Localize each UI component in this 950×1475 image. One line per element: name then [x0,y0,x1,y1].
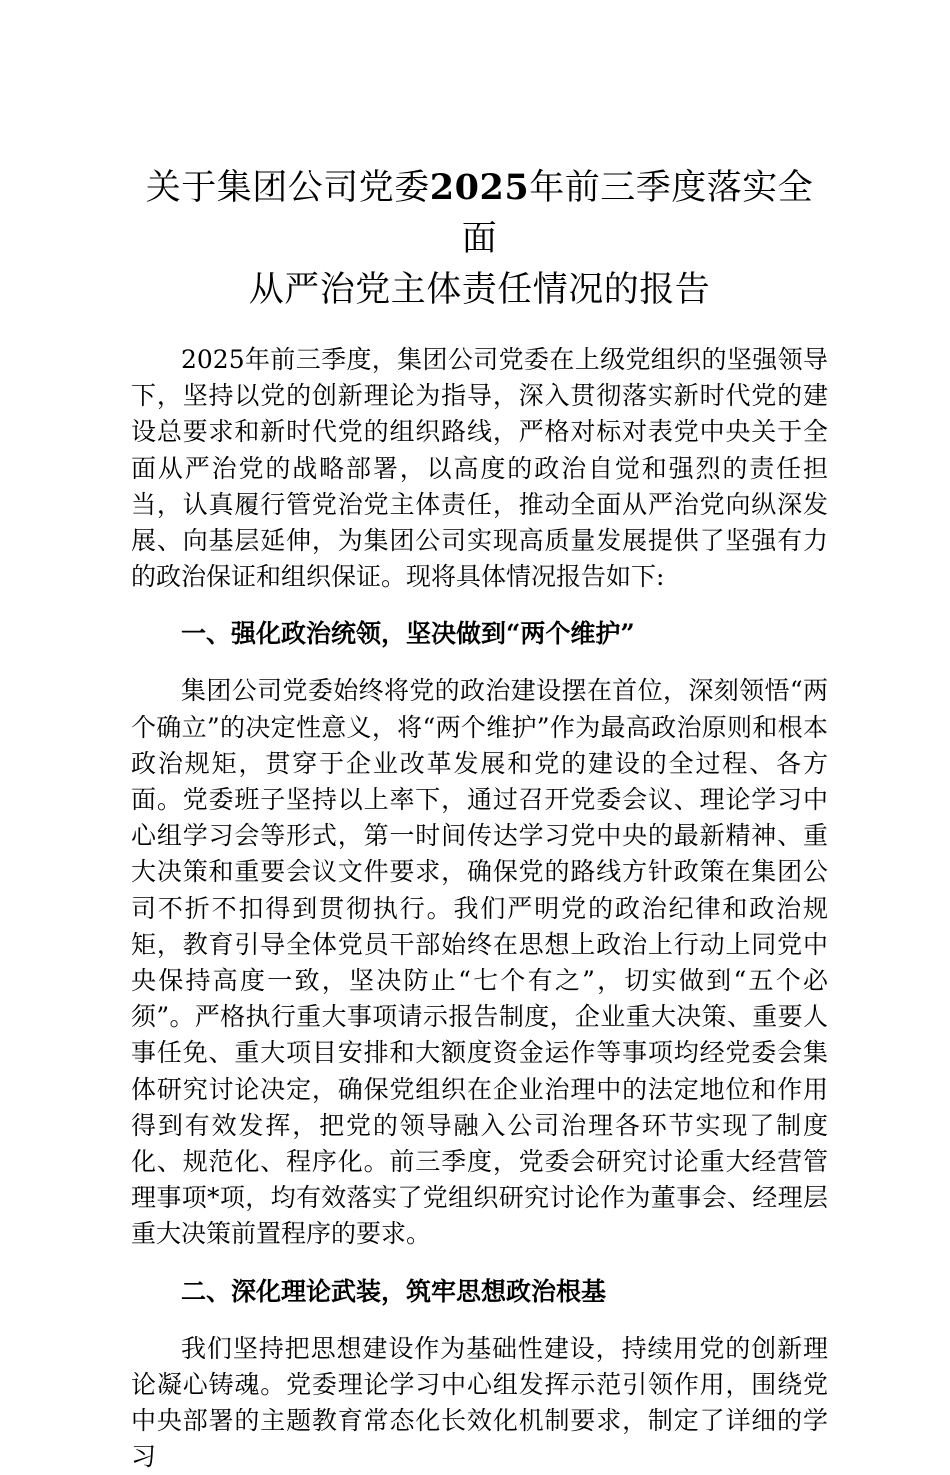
title-year: 2025 [429,167,530,208]
title-line1-post: 年前三季度落实全面 [461,168,814,259]
section-1-heading: 一、强化政治统领，坚决做到“两个维护” [181,619,635,649]
section-2-body: 我们坚持把思想建设作为基础性建设，持续用党的创新理论凝心铸魂。党委理论学习中心组发挥示范引领作用，围绕党中央部署的主题教育常态化长效化机制要求，制定了详细的学习 [131,1333,828,1472]
title-line1-pre: 关于集团公司党委 [145,168,430,208]
section-1-body: 集团公司党委始终将党的政治建设摆在首位，深刻领悟“两个确立”的决定性意义，将“两个维护”作为最高政治原则和根本政治规矩，贯穿于企业改革发展和党的建设的全过程、各方面。党委班子坚持以上率下，通过召开党委会议、理论学习中心组学习会等形式，第一时间传达学习党中央的最新精神、重大决策和重要会议文件要求，确保党的路线方针政策在集团公司不折不扣得到贯彻执行。我们严明党的政治纪律和政治规矩，教育引导全体党员干部始终在思想上政治上行动上同党中央保持高度一致，坚决防止“七个有之”，切实做到“五个必须”。严格执行重大事项请示报告制度，企业重大决策、重要人事任免、重大项目安排和大额度资金运作等事项均经党委会集体研究讨论决定，确保党组织在企业治理中的法定地位和作用得到有效发挥，把党的领导融入公司治理各环节实现了制度化、规范化、程序化。前三季度，党委会研究讨论重大经营管理事项*项，均有效落实了党组织研究讨论作为董事会、经理层重大决策前置程序的要求。 [131,676,828,1249]
document-title [131,162,828,316]
section-2-heading: 二、深化理论武装，筑牢思想政治根基 [181,1276,607,1306]
intro-paragraph: 2025年前三季度，集团公司党委在上级党组织的坚强领导下，坚持以党的创新理论为指导，深入贯彻落实新时代党的建设总要求和新时代党的组织路线，严格对标对表党中央关于全面从严治党的战略部署，以高度的政治自觉和强烈的责任担当，认真履行管党治党主体责任，推动全面从严治党向纵深发展、向基层延伸，为集团公司实现高质量发展提供了坚强有力的政治保证和组织保证。现将具体情况报告如下: [131,345,828,592]
title-line2: 从严治党主体责任情况的报告 [248,270,711,310]
